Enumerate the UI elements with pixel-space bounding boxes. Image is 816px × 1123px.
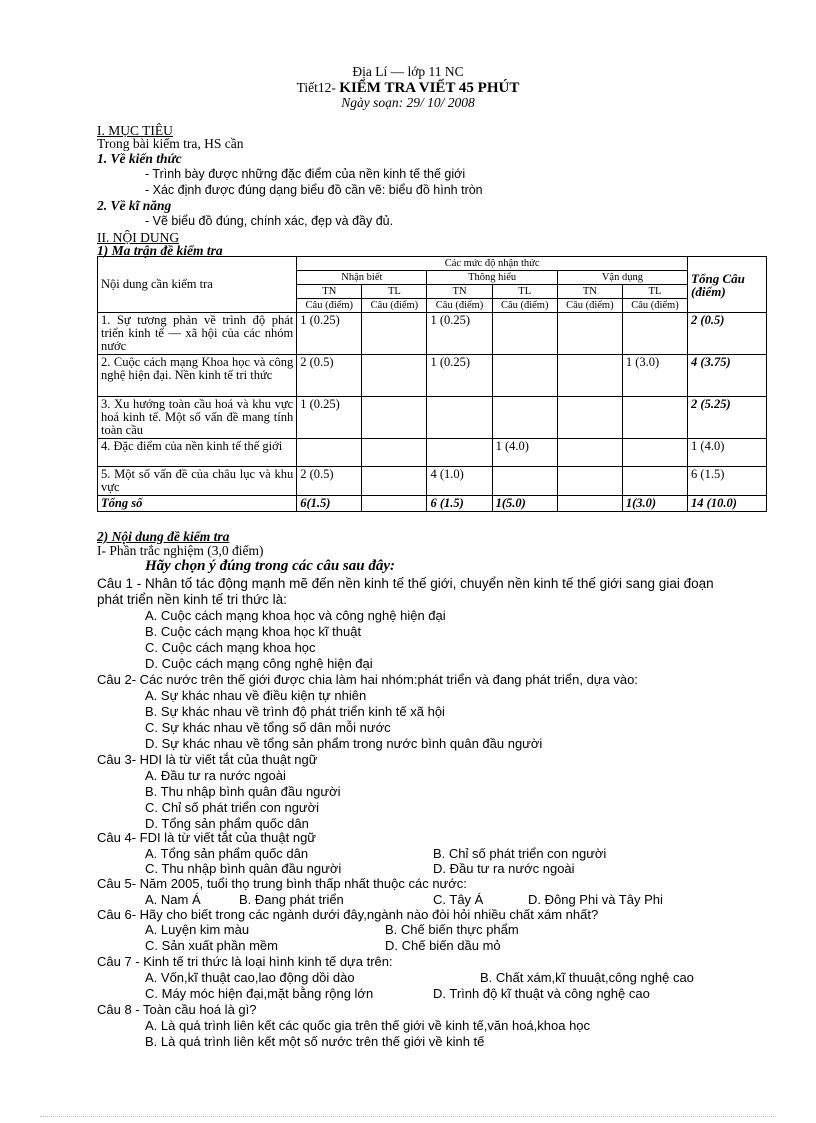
- matrix-row-total: 4 (3.75): [688, 355, 767, 397]
- date-line: Ngày soạn: 29/ 10/ 2008: [341, 95, 475, 110]
- col-levels-header: Các mức độ nhận thức: [297, 257, 688, 271]
- q7-option-c: C. Máy móc hiện đại,mặt bằng rộng lớn: [145, 986, 374, 1001]
- matrix-row-label: 2. Cuộc cách mạng Khoa học và công nghệ hiện đại. Nền kinh tế tri thức: [98, 355, 297, 397]
- q5-option-b: B. Đang phát triển: [239, 892, 344, 907]
- unit-header: Câu (điểm): [297, 299, 362, 313]
- question-5: Câu 5- Năm 2005, tuổi thọ trung bình thấp nhất thuộc các nước:: [97, 876, 467, 891]
- matrix-cell: [622, 313, 687, 355]
- knowledge-item: - Xác định được đúng dạng biểu đồ cần vẽ: biểu đồ hình tròn: [145, 183, 483, 197]
- q6-option-b: B. Chế biến thực phẩm: [385, 922, 519, 937]
- q3-option-b: B. Thu nhập bình quân đầu người: [145, 784, 341, 799]
- subcol-header: TN: [427, 285, 492, 299]
- subcol-header: TL: [492, 285, 557, 299]
- q7-option-d: D. Trình độ kĩ thuật và công nghệ cao: [433, 986, 650, 1001]
- question-1-cont: phát triển nền kinh tế tri thức là:: [97, 592, 287, 607]
- matrix-cell: [557, 439, 622, 467]
- q2-option-c: C. Sự khác nhau về tổng số dân mỗi nước: [145, 720, 391, 735]
- subcol-header: TL: [362, 285, 427, 299]
- matrix-total-cell: 6 (1.5): [427, 496, 492, 512]
- matrix-cell: 1 (4.0): [492, 439, 557, 467]
- matrix-row-label: 4. Đặc điểm của nền kinh tế thế giới: [98, 439, 297, 467]
- matrix-cell: 2 (0.5): [297, 467, 362, 496]
- skills-heading: 2. Về kĩ năng: [97, 198, 172, 213]
- matrix-cell: [362, 313, 427, 355]
- question-6: Câu 6- Hãy cho biết trong các ngành dưới đây,ngành nào đòi hỏi nhiều chất xám nhất?: [97, 907, 599, 922]
- matrix-cell: [362, 397, 427, 439]
- content-heading: II. NỘI DUNG: [97, 230, 180, 245]
- question-8: Câu 8 - Toàn cầu hoá là gì?: [97, 1002, 257, 1017]
- question-1: Câu 1 - Nhân tố tác động mạnh mẽ đến nền kinh tế thế giới, chuyển nền kinh tế thế giới sang giai đoạn: [97, 576, 714, 591]
- lesson-title: KIỂM TRA VIẾT 45 PHÚT: [339, 80, 520, 96]
- matrix-cell: [297, 439, 362, 467]
- matrix-total-cell: [557, 496, 622, 512]
- matrix-cell: [622, 439, 687, 467]
- matrix-row-total: 2 (0.5): [688, 313, 767, 355]
- matrix-cell: 1 (0.25): [297, 313, 362, 355]
- q6-option-c: C. Sản xuất phần mềm: [145, 938, 278, 953]
- q4-option-a: A. Tổng sản phẩm quốc dân: [145, 846, 309, 861]
- q8-option-b: B. Là quá trình liên kết một số nước trên thế giới về kinh tế: [145, 1034, 485, 1049]
- matrix-cell: [492, 313, 557, 355]
- q2-option-d: D. Sự khác nhau về tổng sản phẩm trong nước bình quân đầu người: [145, 736, 543, 751]
- matrix-cell: [492, 355, 557, 397]
- matrix-cell: [427, 397, 492, 439]
- matrix-total-cell: 1(3.0): [622, 496, 687, 512]
- col-content-header: Nội dung cần kiểm tra: [98, 257, 297, 313]
- q4-option-c: C. Thu nhập bình quân đầu người: [145, 861, 342, 876]
- q1-option-d: D. Cuộc cách mạng công nghệ hiện đại: [145, 656, 373, 671]
- q2-option-b: B. Sự khác nhau về trình độ phát triển kinh tế xã hội: [145, 704, 445, 719]
- unit-header: Câu (điểm): [492, 299, 557, 313]
- question-4: Câu 4- FDI là từ viết tắt của thuật ngữ: [97, 830, 317, 845]
- matrix-total-row: [98, 496, 767, 512]
- q7-option-b: B. Chất xám,kĩ thuuật,công nghệ cao: [480, 970, 694, 985]
- matrix-cell: [427, 439, 492, 467]
- matrix-total-cell: 6(1.5): [297, 496, 362, 512]
- knowledge-item: - Trình bày được những đặc điểm của nền kinh tế thế giới: [145, 167, 466, 181]
- matrix-grand-total: 14 (10.0): [688, 496, 767, 512]
- q6-option-a: A. Luyện kim màu: [145, 922, 250, 937]
- q8-option-a: A. Là quá trình liên kết các quốc gia trên thế giới về kinh tế,văn hoá,khoa học: [145, 1018, 591, 1033]
- matrix-total-cell: [362, 496, 427, 512]
- matrix-cell: [362, 355, 427, 397]
- matrix-cell: 4 (1.0): [427, 467, 492, 496]
- subcol-header: TN: [297, 285, 362, 299]
- matrix-row-total: 1 (4.0): [688, 439, 767, 467]
- subcol-header: TN: [557, 285, 622, 299]
- q1-option-b: B. Cuộc cách mạng khoa học kĩ thuật: [145, 624, 362, 639]
- level-header: Thông hiểu: [427, 271, 557, 285]
- skills-item: - Vẽ biểu đồ đúng, chính xác, đẹp và đầy đủ.: [145, 214, 394, 228]
- matrix-cell: [362, 439, 427, 467]
- col-total-header: Tổng Câu (điểm): [688, 257, 767, 313]
- matrix-cell: [492, 467, 557, 496]
- matrix-row-total: 6 (1.5): [688, 467, 767, 496]
- matrix-row-label: 1. Sự tương phản về trình độ phát triển kinh tế — xã hội của các nhóm nước: [98, 313, 297, 355]
- matrix-cell: 2 (0.5): [297, 355, 362, 397]
- knowledge-heading: 1. Về kiến thức: [97, 151, 182, 166]
- matrix-total-label: Tổng số: [98, 496, 297, 512]
- q5-option-d: D. Đông Phi và Tây Phi: [528, 892, 663, 907]
- q5-option-a: A. Nam Á: [145, 892, 201, 907]
- level-header: Vận dụng: [557, 271, 687, 285]
- unit-header: Câu (điểm): [622, 299, 687, 313]
- matrix-row-label: 3. Xu hướng toàn cầu hoá và khu vực hoá kinh tế. Một số vấn đề mang tính toàn cầu: [98, 397, 297, 439]
- matrix-row-label: 5. Một số vấn đề của châu lục và khu vực: [98, 467, 297, 496]
- unit-header: Câu (điểm): [557, 299, 622, 313]
- matrix-row: [98, 467, 767, 496]
- unit-header: Câu (điểm): [427, 299, 492, 313]
- matrix-row: [98, 355, 767, 397]
- matrix-cell: 1 (0.25): [427, 313, 492, 355]
- matrix-row: [98, 439, 767, 467]
- exam-heading: 2) Nội dung đề kiểm tra: [97, 529, 230, 544]
- matrix-cell: 1 (0.25): [427, 355, 492, 397]
- matrix-cell: 1 (3.0): [622, 355, 687, 397]
- part1-heading: I- Phần trắc nghiệm (3,0 điểm): [97, 543, 264, 558]
- q5-option-c: C. Tây Á: [433, 892, 484, 907]
- lesson-title-line: [0, 80, 816, 96]
- q1-option-a: A. Cuộc cách mạng khoa học và công nghệ hiện đại: [145, 608, 446, 623]
- question-7: Câu 7 - Kinh tế tri thức là loại hình kinh tế dựa trên:: [97, 954, 393, 969]
- q3-option-a: A. Đầu tư ra nước ngoài: [145, 768, 286, 783]
- matrix-cell: [622, 467, 687, 496]
- matrix-total-cell: 1(5.0): [492, 496, 557, 512]
- matrix-body: [98, 313, 767, 512]
- matrix-heading: 1) Ma trận đề kiểm tra: [97, 243, 223, 258]
- matrix-cell: 1 (0.25): [297, 397, 362, 439]
- q2-option-a: A. Sự khác nhau về điều kiện tự nhiên: [145, 688, 367, 703]
- question-3: Câu 3- HDI là từ viết tắt của thuật ngữ: [97, 752, 318, 767]
- q4-option-b: B. Chỉ số phát triển con người: [433, 846, 607, 861]
- q7-option-a: A. Vốn,kĩ thuật cao,lao động dồi dào: [145, 970, 355, 985]
- objectives-heading: I. MỤC TIÊU: [97, 123, 173, 138]
- matrix-row: [98, 397, 767, 439]
- page-bottom-divider: [40, 1116, 776, 1117]
- objectives-intro: Trong bài kiểm tra, HS cần: [97, 136, 244, 151]
- matrix-cell: [492, 397, 557, 439]
- matrix-cell: [622, 397, 687, 439]
- lesson-prefix: Tiết12-: [296, 80, 336, 95]
- q6-option-d: D. Chế biến dầu mỏ: [385, 938, 501, 953]
- matrix-cell: [557, 313, 622, 355]
- matrix-row-total: 2 (5.25): [688, 397, 767, 439]
- q3-option-c: C. Chỉ số phát triển con người: [145, 800, 320, 815]
- q4-option-d: D. Đầu tư ra nước ngoài: [433, 861, 575, 876]
- subcol-header: TL: [622, 285, 687, 299]
- subject-line: Địa Lí — lớp 11 NC: [352, 64, 464, 79]
- q1-option-c: C. Cuộc cách mạng khoa học: [145, 640, 316, 655]
- level-header: Nhận biết: [297, 271, 427, 285]
- unit-header: Câu (điểm): [362, 299, 427, 313]
- instruction: Hãy chọn ý đúng trong các câu sau đây:: [145, 558, 396, 574]
- q3-option-d: D. Tổng sản phẩm quốc dân: [145, 816, 309, 831]
- matrix-row: [98, 313, 767, 355]
- matrix-cell: [557, 355, 622, 397]
- matrix-cell: [557, 397, 622, 439]
- matrix-cell: [362, 467, 427, 496]
- matrix-cell: [557, 467, 622, 496]
- question-2: Câu 2- Các nước trên thế giới được chia làm hai nhóm:phát triển và đang phát triển, dựa vào:: [97, 672, 638, 687]
- matrix-table: [97, 256, 767, 512]
